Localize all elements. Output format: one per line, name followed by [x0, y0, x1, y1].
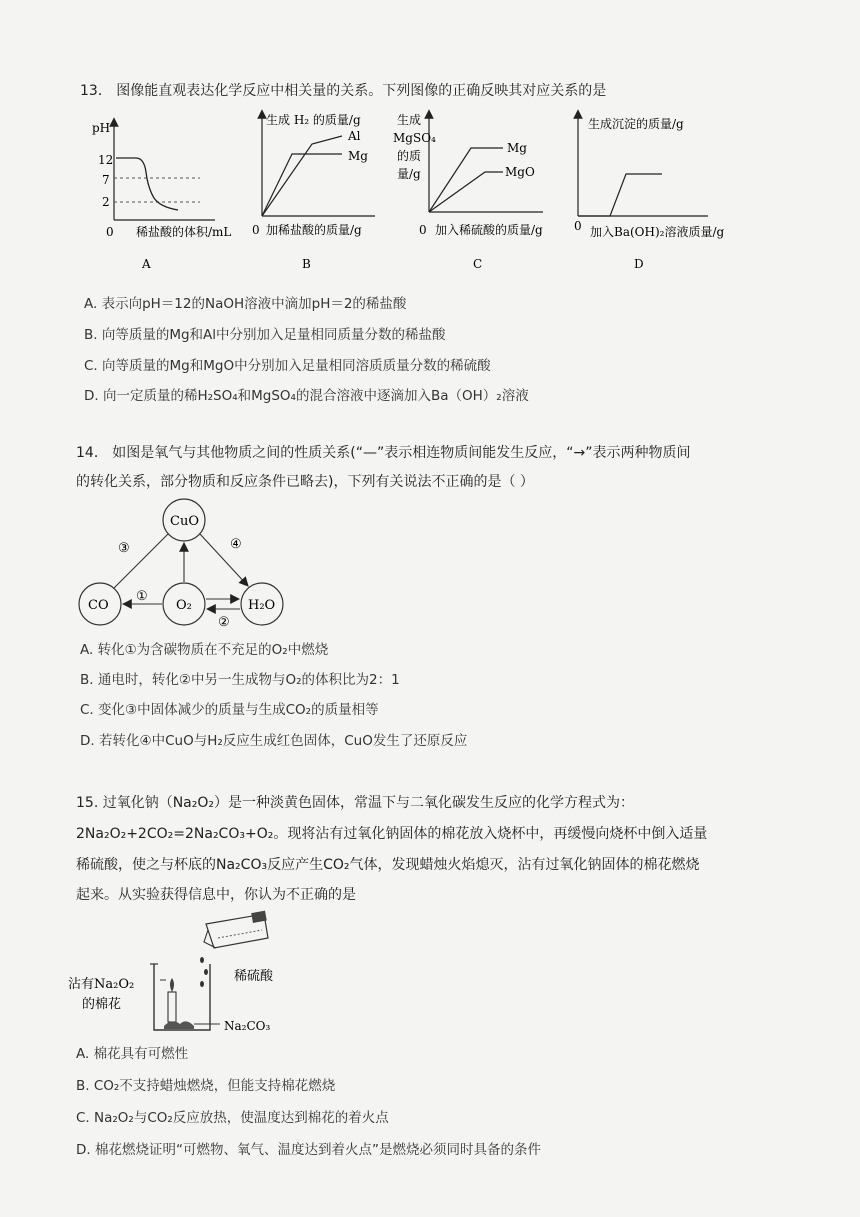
q14-option-b[interactable]: B. 通电时，转化②中另一生成物与O₂的体积比为2：1	[80, 672, 400, 688]
node-o2-label: O₂	[176, 598, 192, 613]
q15-stem-line-1: 15. 过氧化钠（Na₂O₂）是一种淡黄色固体，常温下与二氧化碳发生反应的化学方程式为：	[76, 795, 635, 811]
graph-c-y-label-4: 量/g	[397, 167, 421, 181]
label-4: ④	[230, 537, 242, 552]
candle-icon	[168, 992, 176, 1022]
q15-option-c[interactable]: C. Na₂O₂与CO₂反应放热，使温度达到棉花的着火点	[76, 1110, 389, 1126]
q13-option-a[interactable]: A. 表示向pH＝12的NaOH溶液中滴加pH＝2的稀盐酸	[84, 296, 407, 312]
graph-a-letter: A	[142, 257, 151, 270]
graph-d	[568, 108, 738, 270]
graph-c-series-mgo	[429, 172, 503, 212]
label-2: ②	[218, 615, 230, 630]
graph-a-tick-7: 7	[102, 173, 110, 187]
graph-d-y-label: 生成沉淀的质量/g	[588, 117, 684, 131]
q14-option-d[interactable]: D. 若转化④中CuO与H₂反应生成红色固体，CuO发生了还原反应	[80, 733, 468, 749]
graph-b-y-label: 生成 H₂ 的质量/g	[266, 113, 361, 127]
graph-b	[250, 108, 395, 270]
flame-icon	[170, 978, 174, 992]
graph-b-series-al	[262, 136, 342, 216]
drop-icon	[200, 981, 204, 987]
label-3: ③	[118, 541, 130, 556]
graph-c-label-mg: Mg	[507, 141, 527, 155]
q15-option-d[interactable]: D. 棉花燃烧证明“可燃物、氧气、温度达到着火点”是燃烧必须同时具备的条件	[76, 1142, 541, 1158]
q15-stem-line-2: 2Na₂O₂+2CO₂=2Na₂CO₃+O₂。现将沾有过氧化钠固体的棉花放入烧杯中，再缓慢向烧杯中倒入适量	[76, 826, 708, 842]
q15-apparatus	[68, 908, 298, 1044]
q14-stem-line-2: 的转化关系，部分物质和反应条件已略去)，下列有关说法不正确的是（ ）	[76, 474, 534, 490]
graph-a-tick-12: 12	[98, 153, 114, 167]
graph-a-y-label: pH	[92, 121, 111, 135]
q15-stem-line-4: 起来。从实验获得信息中，你认为不正确的是	[76, 887, 356, 903]
graph-b-label-al: Al	[348, 129, 361, 143]
q13-option-c[interactable]: C. 向等质量的Mg和MgO中分别加入足量相同溶质质量分数的稀硫酸	[84, 358, 491, 374]
graph-c-y-label-1: 生成	[397, 113, 422, 127]
graph-b-label-mg: Mg	[348, 149, 368, 163]
q15-option-b[interactable]: B. CO₂不支持蜡烛燃烧，但能支持棉花燃烧	[76, 1078, 336, 1094]
node-h2o-label: H₂O	[248, 598, 276, 613]
q13-stem: 13． 图像能直观表达化学反应中相关量的关系。下列图像的正确反映其对应关系的是	[80, 83, 607, 99]
graph-c-y-label-2: MgSO₄	[393, 131, 436, 145]
graph-b-series-mg	[262, 154, 342, 216]
drop-icon	[204, 969, 208, 975]
graph-a-origin: 0	[106, 225, 114, 239]
q15-option-a[interactable]: A. 棉花具有可燃性	[76, 1046, 189, 1062]
q14-option-c[interactable]: C. 变化③中固体减少的质量与生成CO₂的质量相等	[80, 702, 379, 718]
graph-b-origin: 0	[252, 223, 260, 237]
graph-d-x-label: 加入Ba(OH)₂溶液质量/g	[590, 225, 725, 239]
node-cuo-label: CuO	[170, 514, 199, 529]
graph-c-series-mg	[429, 148, 503, 212]
label-acid: 稀硫酸	[234, 969, 274, 984]
graph-b-x-label: 加稀盐酸的质量/g	[266, 223, 362, 237]
label-cotton-2: 的棉花	[82, 997, 122, 1012]
graph-c-y-label-3: 的质	[397, 149, 422, 163]
q14-diagram	[72, 496, 302, 636]
graph-a-x-label: 稀盐酸的体积/mL	[136, 225, 232, 239]
label-cotton-1: 沾有Na₂O₂	[68, 977, 135, 992]
graph-d-origin: 0	[574, 219, 582, 233]
node-co-label: CO	[88, 598, 109, 613]
graph-c-letter: C	[473, 257, 483, 270]
graph-b-letter: B	[302, 257, 311, 270]
beaker-icon	[154, 964, 210, 1030]
graph-d-letter: D	[634, 257, 644, 270]
q13-option-d[interactable]: D. 向一定质量的稀H₂SO₄和MgSO₄的混合溶液中逐滴加入Ba（OH）₂溶液	[84, 388, 529, 404]
label-1: ①	[136, 589, 148, 604]
graph-c-label-mgo: MgO	[505, 165, 535, 179]
q14-stem-line-1: 14． 如图是氧气与其他物质之间的性质关系(“—”表示相连物质间能发生反应，“→”表示两种物质间	[76, 445, 691, 461]
carbonate-icon	[164, 1021, 194, 1029]
drop-icon	[200, 957, 204, 963]
graph-c-origin: 0	[419, 223, 427, 237]
graph-a	[90, 112, 255, 270]
label-carbonate: Na₂CO₃	[224, 1019, 271, 1033]
q15-stem-line-3: 稀硫酸，使之与杯底的Na₂CO₃反应产生CO₂气体，发现蜡烛火焰熄灭，沾有过氧化钠固体的棉花燃烧	[76, 857, 700, 873]
q13-option-b[interactable]: B. 向等质量的Mg和Al中分别加入足量相同质量分数的稀盐酸	[84, 327, 446, 343]
graph-c-x-label: 加入稀硫酸的质量/g	[435, 223, 543, 237]
acid-bottle-icon	[204, 911, 268, 948]
graph-c	[393, 108, 563, 270]
q14-option-a[interactable]: A. 转化①为含碳物质在不充足的O₂中燃烧	[80, 642, 329, 658]
graph-d-curve	[578, 174, 662, 216]
graph-a-tick-2: 2	[102, 195, 110, 209]
